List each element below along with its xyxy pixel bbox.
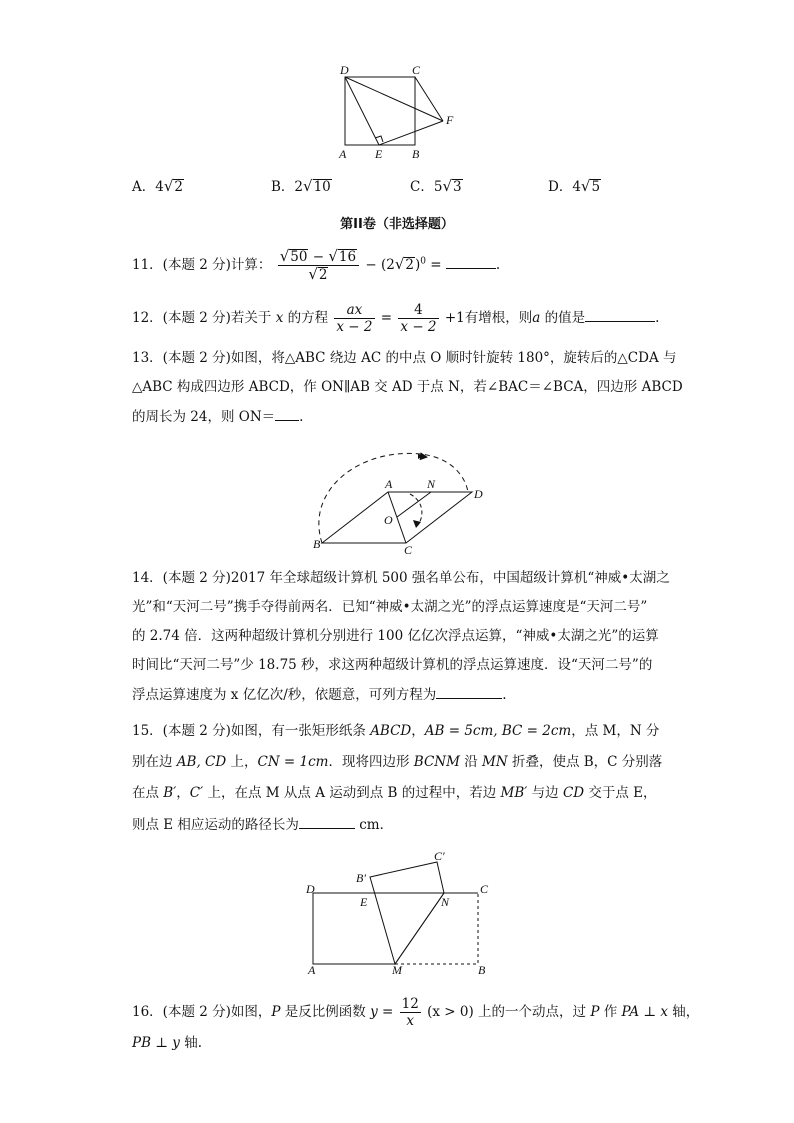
label-d: D: [306, 882, 315, 896]
fold-line-mn: [395, 893, 444, 964]
answer-blank-14: [436, 684, 502, 699]
question-12: 12．(本题 2 分)若关于 x 的方程 $\frac{ax}{x - 2}$ = $\frac{4}{x - 2}$ +1有增根，则a 的值是 .: [132, 302, 660, 335]
folded-quad: [370, 862, 444, 964]
q13-line-2: △ABC 构成四边形 ABCD，作 ON∥AB 交 AD 于点 N，若∠BAC＝∠BCA，四边形 ABCD: [132, 379, 683, 395]
q16-line-1: 16．(本题 2 分)如图，P 是反比例函数 y = $\frac{12}{x}$ (x > 0) 上的一个动点，过 P 作 PA ⊥ x 轴，: [132, 996, 700, 1029]
segment-de: [345, 77, 379, 145]
label-c: C: [404, 543, 413, 555]
answer-blank-15: [299, 814, 355, 829]
square-abcd: [345, 77, 415, 145]
segment-df: [345, 77, 443, 121]
q12-fraction-2: $\frac{4}{x - 2}$: [400, 302, 437, 335]
q14-line-1: 14．(本题 2 分)2017 年全球超级计算机 500 强名单公布，中国超级计算机“神威•太湖之: [132, 570, 670, 586]
label-f: F: [446, 113, 454, 127]
label-b: B: [412, 147, 420, 161]
label-b: B: [313, 537, 321, 551]
label-a: A: [339, 147, 347, 161]
label-n: N: [441, 895, 450, 909]
q16-fraction: $\frac{12}{x}$: [401, 996, 419, 1029]
figure-square-abcd: [330, 60, 470, 165]
label-c: C: [412, 63, 421, 77]
q15-line-4: 则点 E 相应运动的路径长为 cm．: [132, 814, 393, 835]
q15-line-2: 别在边 AB, CD 上，CN = 1cm．现将四边形 BCNM 沿 MN 折叠，使点 B，C 分别落: [132, 754, 663, 770]
label-d: D: [474, 487, 483, 501]
figure-rotation: [300, 440, 500, 555]
label-e: E: [360, 895, 368, 909]
label-a: A: [308, 963, 316, 976]
question-11: 11．(本题 2 分)计算： $\frac{√50 - √16}{√2}$ − $(2√2)^0$ = .: [132, 247, 501, 283]
label-a: A: [385, 477, 393, 491]
label-n: N: [427, 477, 436, 491]
answer-blank-13: [275, 406, 299, 421]
label-cprime: C′: [434, 849, 445, 863]
q11-fraction: $\frac{√50 - √16}{√2}$: [278, 248, 359, 283]
q13-line-3: 的周长为 24，则 ON＝ .: [132, 406, 303, 427]
option-b: B．2√10: [271, 177, 331, 195]
q15-line-3: 在点 B′，C′ 上，在点 M 从点 A 运动到点 B 的过程中，若边 MB′ 与边 CD 交于点 E，: [132, 785, 657, 801]
label-e: E: [375, 147, 383, 161]
q14-line-5: 浮点运算速度为 x 亿亿次/秒，依题意，可列方程为 .: [132, 684, 507, 705]
option-a: A．4√2: [132, 177, 183, 195]
section-title: 第II卷（非选择题）: [340, 217, 454, 232]
label-m: M: [392, 963, 402, 976]
option-d: D．4√5: [548, 177, 601, 195]
figure-folded-strip: [300, 846, 500, 976]
label-bprime: B′: [356, 871, 366, 885]
segment-ef: [379, 121, 443, 145]
strip-solid: [313, 893, 478, 964]
answer-blank-11: [446, 254, 496, 269]
option-c: C．5√3: [410, 177, 462, 195]
q14-line-4: 时间比“天河二号”少 18.75 秒，求这两种超级计算机的浮点运算速度．设“天河二号”的: [132, 657, 653, 673]
answer-blank-12: [585, 307, 655, 322]
label-o: O: [384, 513, 393, 527]
q15-line-1: 15．(本题 2 分)如图，有一张矩形纸条 ABCD，AB = 5cm, BC = 2cm，点 M，N 分: [132, 723, 660, 739]
q14-line-3: 的 2.74 倍．这两种超级计算机分别进行 100 亿亿次浮点运算，“神威•太湖之光”的运算: [132, 628, 659, 644]
rotation-arc: [319, 453, 468, 543]
q13-line-1: 13．(本题 2 分)如图，将△ABC 绕边 AC 的中点 O 顺时针旋转 180°，旋转后的△CDA 与: [132, 350, 677, 366]
q14-line-2: 光”和“天河二号”携手夺得前两名．已知“神威•太湖之光”的浮点运算速度是“天河二号”: [132, 599, 648, 615]
segment-on: [397, 492, 431, 517]
label-c: C: [480, 882, 489, 896]
label-b: B: [478, 963, 486, 976]
label-d: D: [340, 63, 349, 77]
q16-line-2: PB ⊥ y 轴.: [132, 1035, 203, 1051]
q12-fraction-1: $\frac{ax}{x - 2}$: [336, 302, 373, 335]
